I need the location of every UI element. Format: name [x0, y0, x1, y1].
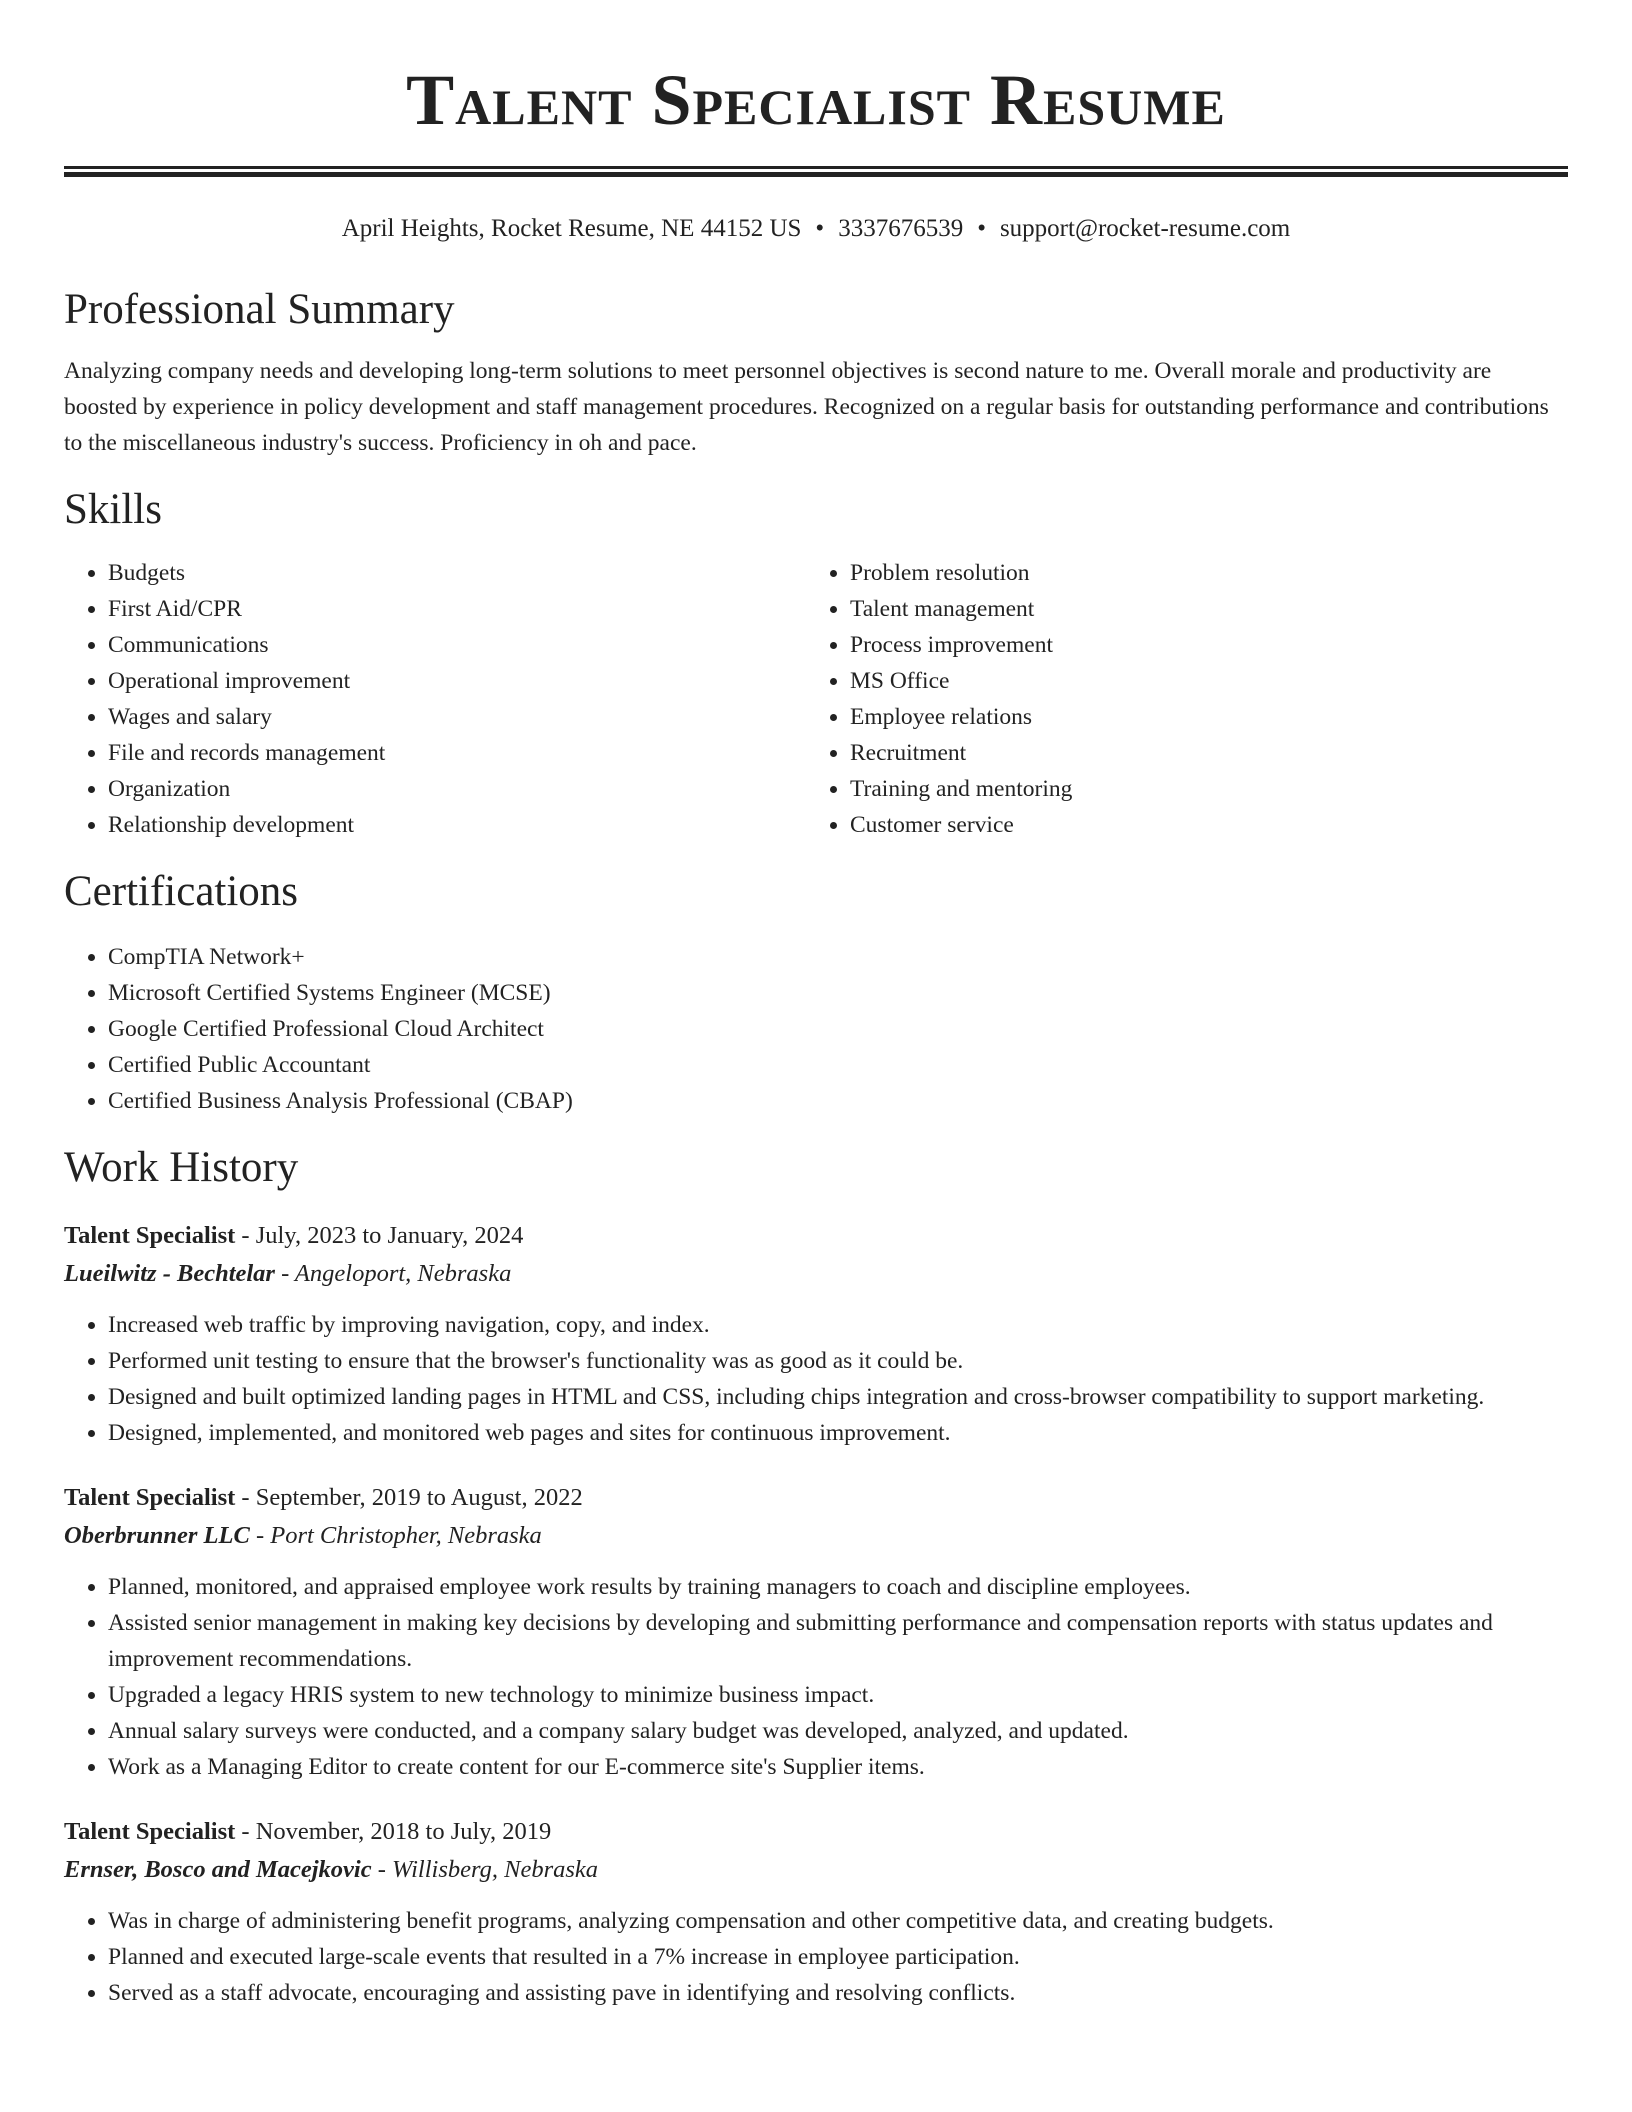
skills-column-left — [64, 555, 806, 843]
skill-item: • Operational improvement — [108, 663, 806, 699]
work-history-section — [64, 1143, 1568, 2011]
section-heading-certifications: Certifications — [64, 868, 299, 915]
job-dates: - July, 2023 to January, 2024 — [235, 1222, 524, 1249]
contact-line — [64, 213, 1568, 245]
certification-item: • Certified Business Analysis Professional (CBAP) — [108, 1083, 1568, 1119]
contact-separator: • — [815, 215, 825, 242]
job-bullet: • Annual salary surveys were conducted, and a company salary budget was developed, analyzed, and updated. — [108, 1713, 1568, 1749]
skill-item: • Problem resolution — [850, 555, 1548, 591]
certification-item: • Certified Public Accountant — [108, 1047, 1568, 1083]
job-bullet: • Designed, implemented, and monitored web pages and sites for continuous improvement. — [108, 1415, 1568, 1451]
skill-item: • Talent management — [850, 591, 1548, 627]
skills-grid — [64, 555, 1568, 843]
skill-item: • Training and mentoring — [850, 771, 1548, 807]
skill-item: • Relationship development — [108, 807, 806, 843]
section-heading-work-history: Work History — [64, 1144, 299, 1191]
job-company-line — [64, 1851, 1568, 1889]
job-bullet: • Was in charge of administering benefit programs, analyzing compensation and other competitive data, and creating budgets. — [108, 1903, 1568, 1939]
job-company-line — [64, 1255, 1568, 1293]
contact-separator: • — [977, 215, 986, 242]
certification-item: • Google Certified Professional Cloud Architect — [108, 1011, 1568, 1047]
job-bullet: • Assisted senior management in making key decisions by developing and submitting performance and compensation reports with status updates and improvement recommendations. — [108, 1605, 1568, 1677]
skill-item: • MS Office — [850, 663, 1548, 699]
job-location: - Angeloport, Nebraska — [274, 1260, 512, 1287]
job-entry — [64, 1479, 1568, 1785]
certifications-list — [64, 939, 1568, 1119]
title-double-rule — [64, 166, 1568, 177]
skill-item: • Recruitment — [850, 735, 1548, 771]
skills-column-right — [806, 555, 1548, 843]
skill-item: • Employee relations — [850, 699, 1548, 735]
contact-address: April Heights, Rocket Resume, NE 44152 US — [341, 215, 802, 242]
job-entry — [64, 1813, 1568, 2011]
certifications-section — [64, 867, 1568, 1119]
job-bullets — [64, 1307, 1568, 1451]
professional-summary-section — [64, 285, 1568, 461]
job-dates: - November, 2018 to July, 2019 — [235, 1818, 552, 1845]
job-company: Oberbrunner LLC — [64, 1522, 250, 1549]
skill-item: • First Aid/CPR — [108, 591, 806, 627]
skills-list-left — [64, 555, 806, 843]
skill-item: • Organization — [108, 771, 806, 807]
resume-title: Talent Specialist Resume — [406, 60, 1226, 140]
job-company: Ernser, Bosco and Macejkovic — [64, 1856, 372, 1883]
job-company: Lueilwitz - Bechtelar — [64, 1260, 275, 1287]
job-entry — [64, 1217, 1568, 1451]
skill-item: • Customer service — [850, 807, 1548, 843]
skill-item: • Wages and salary — [108, 699, 806, 735]
skill-item: • File and records management — [108, 735, 806, 771]
skill-item: • Budgets — [108, 555, 806, 591]
job-bullet: • Work as a Managing Editor to create content for our E-commerce site's Supplier items. — [108, 1749, 1568, 1785]
job-bullet: • Designed and built optimized landing pages in HTML and CSS, including chips integration and cross-browser compatibility to support marketing. — [108, 1379, 1568, 1415]
job-role: Talent Specialist — [64, 1818, 236, 1845]
job-bullet: • Upgraded a legacy HRIS system to new technology to minimize business impact. — [108, 1677, 1568, 1713]
job-location: - Willisberg, Nebraska — [371, 1856, 599, 1883]
certification-item: • Microsoft Certified Systems Engineer (MCSE) — [108, 975, 1568, 1011]
contact-email: support@rocket-resume.com — [999, 215, 1291, 242]
job-company-line — [64, 1517, 1568, 1555]
job-bullet: • Performed unit testing to ensure that the browser's functionality was as good as it could be. — [108, 1343, 1568, 1379]
skill-item: • Communications — [108, 627, 806, 663]
resume-page — [64, 0, 1568, 2011]
skills-section — [64, 485, 1568, 843]
job-bullets — [64, 1903, 1568, 2011]
job-title-line — [64, 1813, 1568, 1851]
job-location: - Port Christopher, Nebraska — [249, 1522, 542, 1549]
contact-phone: 3337676539 — [838, 215, 964, 242]
job-bullet: • Served as a staff advocate, encouraging and assisting pave in identifying and resolving conflicts. — [108, 1975, 1568, 2011]
job-title-line — [64, 1217, 1568, 1255]
skill-item: • Process improvement — [850, 627, 1548, 663]
job-bullet: • Increased web traffic by improving navigation, copy, and index. — [108, 1307, 1568, 1343]
job-role: Talent Specialist — [64, 1484, 236, 1511]
job-role: Talent Specialist — [64, 1222, 236, 1249]
summary-text: Analyzing company needs and developing long-term solutions to meet personnel objectives is second nature to me. Overall morale and productivity are boosted by experience in policy development and staff management procedures. Recognized on a regular basis for outstanding performance and contributions to the miscellaneous industry's success. Proficiency in oh and pace. — [64, 358, 1549, 456]
section-heading-summary: Professional Summary — [64, 286, 455, 333]
section-heading-skills: Skills — [64, 486, 162, 533]
job-dates: - September, 2019 to August, 2022 — [235, 1484, 583, 1511]
skills-list-right — [806, 555, 1548, 843]
job-bullet: • Planned, monitored, and appraised employee work results by training managers to coach and discipline employees. — [108, 1569, 1568, 1605]
certification-item: • CompTIA Network+ — [108, 939, 1568, 975]
job-bullet: • Planned and executed large-scale events that resulted in a 7% increase in employee participation. — [108, 1939, 1568, 1975]
job-title-line — [64, 1479, 1568, 1517]
job-bullets — [64, 1569, 1568, 1785]
